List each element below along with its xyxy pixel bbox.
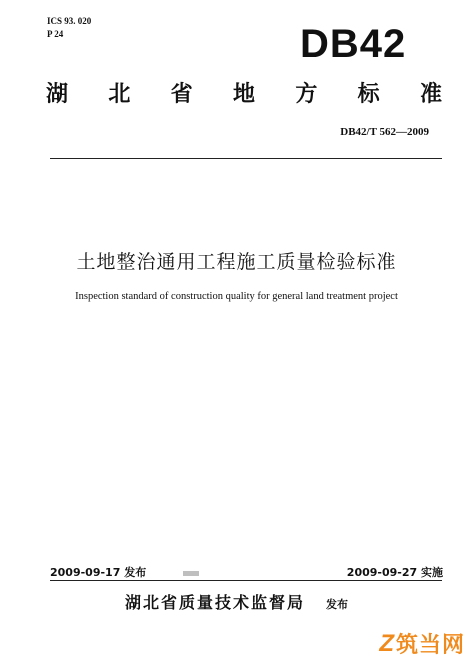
standard-type-char: 地 (232, 82, 255, 107)
standard-type-char: 准 (419, 82, 442, 107)
ics-code: ICS 93. 020 (47, 16, 92, 26)
standard-type-char: 省 (170, 82, 193, 107)
implement-date: 2009-09-27 实施 (346, 566, 443, 579)
db-logo: DB42 (300, 22, 407, 66)
standard-type-char: 方 (295, 82, 318, 107)
issuer-line (0, 590, 473, 613)
standard-type-char: 标 (357, 82, 380, 107)
watermark (379, 628, 465, 659)
issuer-name: 湖北省质量技术监督局 (124, 593, 305, 612)
issuer-suffix: 发布 (326, 598, 349, 611)
title-chinese: 土地整治通用工程施工质量检验标准 (76, 251, 397, 273)
classification-code: P 24 (47, 29, 64, 39)
standard-type-heading (46, 80, 442, 110)
title-english: Inspection standard of construction quality for general land treatment project (75, 291, 398, 302)
watermark-logo-icon: Z (379, 629, 394, 657)
bottom-divider (50, 580, 442, 581)
issue-date: 2009-09-17 发布 (50, 566, 147, 579)
top-divider (50, 158, 442, 159)
standard-type-char: 北 (108, 82, 131, 107)
faint-stamp-mark (183, 571, 199, 576)
standard-type-char: 湖 (46, 82, 69, 107)
standard-number: DB42/T 562—2009 (340, 126, 429, 138)
watermark-text: 筑当网 (395, 633, 465, 658)
